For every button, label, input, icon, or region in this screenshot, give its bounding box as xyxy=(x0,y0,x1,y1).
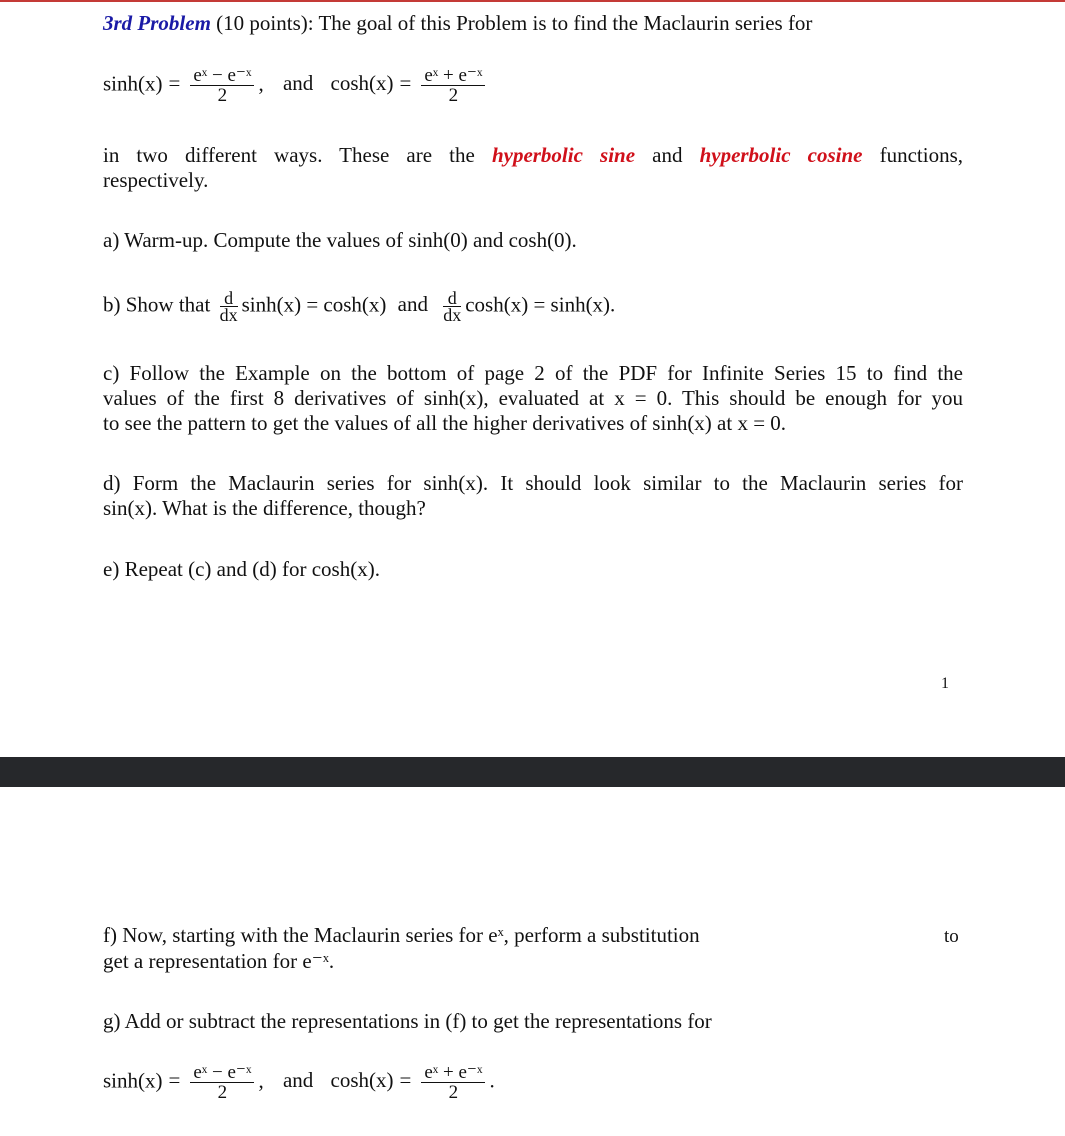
part-b-identity-1: sinh(x) = cosh(x) xyxy=(241,292,387,317)
dx-denominator-1: dx xyxy=(219,305,238,325)
part-f-line-2: get a representation for e⁻ˣ. xyxy=(103,949,335,973)
sinh-lhs-bottom: sinh(x) xyxy=(103,1068,163,1093)
and-word: and xyxy=(282,71,314,96)
derivative-operator-2 xyxy=(443,290,461,323)
cosh-numerator-bottom: eˣ + e⁻ˣ xyxy=(421,1063,485,1083)
dx-denominator-2: dx xyxy=(443,305,462,325)
problem-statement: (10 points): The goal of this Problem is to find the Maclaurin series for xyxy=(210,11,813,35)
d-numerator-1: d xyxy=(220,290,238,307)
cosh-lhs-bottom: cosh(x) xyxy=(330,1068,394,1093)
part-b xyxy=(103,290,615,323)
part-b-and: and xyxy=(397,292,428,317)
formula-line-bottom: sinh(x) = $\frac{\text{eˣ − e⁻ˣ}}{2}$ , and cosh(x) = $\frac{\text{eˣ + e⁻ˣ}}{2}$ . xyxy=(103,1062,495,1103)
page-divider xyxy=(0,757,1065,787)
problem-title: 3rd Problem xyxy=(103,11,211,35)
problem-heading xyxy=(103,11,812,36)
sinh-numerator-bottom: eˣ − e⁻ˣ xyxy=(190,1063,254,1083)
formula-line-top: sinh(x) = $\frac{\text{eˣ − e⁻ˣ}}{2}$ , and cosh(x) = $\frac{\text{eˣ + e⁻ˣ}}{2}$ xyxy=(103,66,489,105)
part-b-label: b) Show that xyxy=(103,292,211,317)
top-border-line xyxy=(0,0,1065,2)
hyperbolic-cosine-term: hyperbolic cosine xyxy=(699,143,863,167)
and-word-bottom: and xyxy=(282,1068,314,1093)
cosh-lhs: cosh(x) xyxy=(330,71,394,96)
derivative-operator-1 xyxy=(220,290,238,323)
part-g: g) Add or subtract the representations in (f) to get the representations for xyxy=(103,1009,712,1033)
intro-line-2: respectively. xyxy=(103,168,209,192)
part-a: a) Warm-up. Compute the values of sinh(0) and cosh(0). xyxy=(103,228,577,252)
part-b-identity-2: cosh(x) = sinh(x). xyxy=(465,292,616,317)
part-d-line-1: d) Form the Maclaurin series for sinh(x). It should look similar to the Maclaurin series for xyxy=(103,471,963,495)
part-c-line-1: c) Follow the Example on the bottom of page 2 of the PDF for Infinite Series 15 to find the xyxy=(103,361,963,385)
page-number: 1 xyxy=(941,675,949,692)
sinh-lhs: sinh(x) xyxy=(103,71,163,96)
sinh-denominator: 2 xyxy=(217,85,228,106)
d-numerator-2: d xyxy=(443,290,461,307)
hyperbolic-sine-term: hyperbolic sine xyxy=(491,143,636,167)
sinh-fraction-bottom xyxy=(190,1063,254,1102)
part-f-trailing-word: to xyxy=(944,926,959,947)
part-c-line-2: values of the first 8 derivatives of sinh(x), evaluated at x = 0. This should be enough for you xyxy=(103,386,963,410)
period-bottom: . xyxy=(489,1068,495,1093)
part-f-line-1: f) Now, starting with the Maclaurin series for eˣ, perform a substitution xyxy=(103,923,700,947)
sinh-denominator-bottom: 2 xyxy=(217,1082,228,1103)
sinh-fraction xyxy=(190,66,254,105)
intro-text-pre: in two different ways. These are the xyxy=(103,143,492,167)
cosh-fraction-bottom xyxy=(421,1063,485,1102)
intro-text-mid: and xyxy=(635,143,700,167)
comma-bottom: , xyxy=(258,1068,264,1093)
cosh-denominator: 2 xyxy=(448,85,459,106)
comma: , xyxy=(258,71,264,96)
cosh-numerator: eˣ + e⁻ˣ xyxy=(421,66,485,86)
part-c-line-3: to see the pattern to get the values of all the higher derivatives of sinh(x) at x = 0. xyxy=(103,411,787,435)
sinh-numerator: eˣ − e⁻ˣ xyxy=(190,66,254,86)
part-e: e) Repeat (c) and (d) for cosh(x). xyxy=(103,557,380,581)
cosh-denominator-bottom: 2 xyxy=(448,1082,459,1103)
intro-text-post: functions, xyxy=(862,143,963,167)
cosh-fraction xyxy=(421,66,485,105)
part-d-line-2: sin(x). What is the difference, though? xyxy=(103,496,426,520)
intro-line-1 xyxy=(103,143,963,168)
